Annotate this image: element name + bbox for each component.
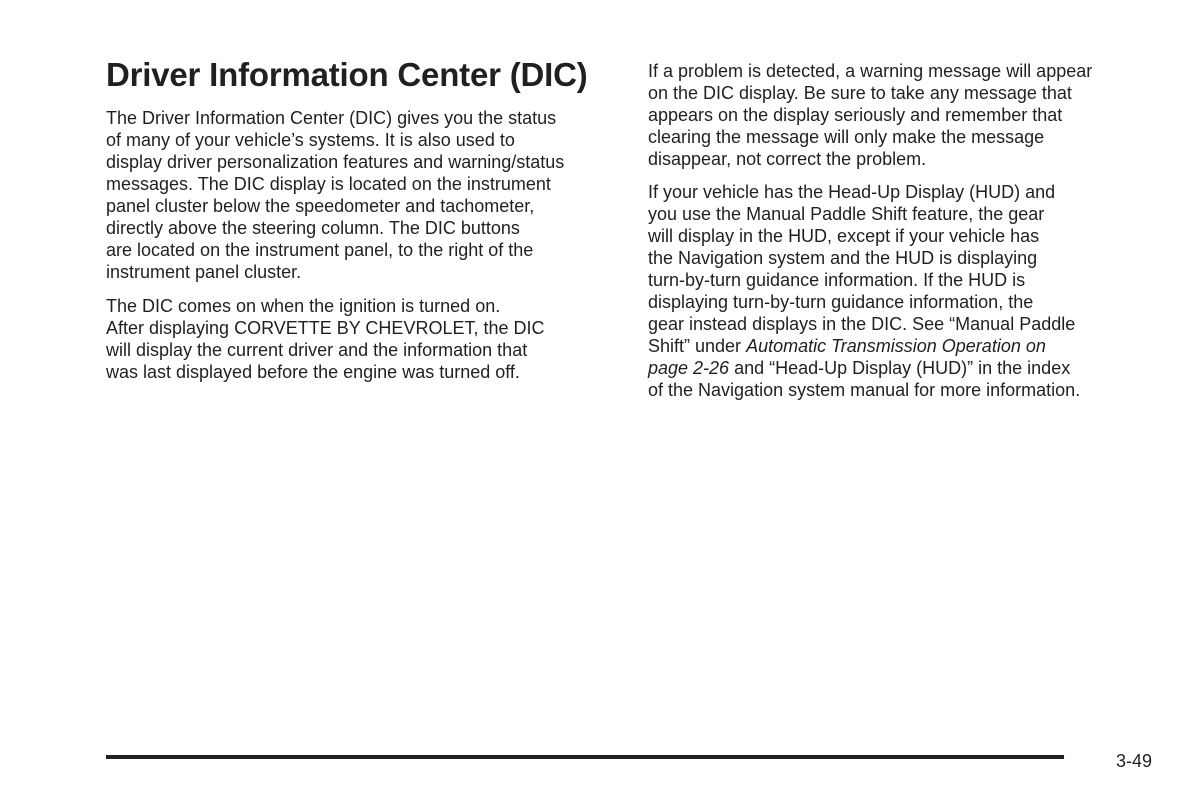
left-paragraph-1 bbox=[106, 107, 564, 283]
page-number: 3-49 bbox=[1116, 751, 1153, 771]
text-line: gear instead displays in the DIC. See “Manual Paddle bbox=[648, 314, 1076, 334]
text-line: If your vehicle has the Head-Up Display (HUD) and bbox=[648, 182, 1056, 202]
text-line: The DIC comes on when the ignition is turned on. bbox=[106, 296, 501, 316]
left-paragraph-2 bbox=[106, 295, 545, 383]
text-segment: and “Head-Up Display (HUD)” in the index bbox=[729, 358, 1071, 378]
right-paragraph-1 bbox=[648, 60, 1092, 170]
text-line: After displaying CORVETTE BY CHEVROLET, the DIC bbox=[106, 318, 545, 338]
text-line: was last displayed before the engine was turned off. bbox=[106, 362, 520, 382]
text-line bbox=[648, 357, 1080, 379]
text-line: display driver personalization features and warning/status bbox=[106, 152, 565, 172]
text-line: disappear, not correct the problem. bbox=[648, 149, 927, 169]
footer-rule bbox=[106, 755, 1064, 759]
text-line: clearing the message will only make the message bbox=[648, 127, 1045, 147]
page-title: Driver Information Center (DIC) bbox=[106, 56, 588, 93]
text-line: will display in the HUD, except if your vehicle has bbox=[648, 226, 1040, 246]
text-line: you use the Manual Paddle Shift feature, the gear bbox=[648, 204, 1045, 224]
text-line: The Driver Information Center (DIC) gives you the status bbox=[106, 108, 557, 128]
text-line: on the DIC display. Be sure to take any message that bbox=[648, 83, 1072, 103]
text-line: turn-by-turn guidance information. If the HUD is bbox=[648, 270, 1026, 290]
cross-reference-italic: Automatic Transmission Operation on bbox=[746, 336, 1046, 356]
right-paragraph-2 bbox=[648, 181, 1080, 401]
text-line: panel cluster below the speedometer and tachometer, bbox=[106, 196, 535, 216]
text-line: instrument panel cluster. bbox=[106, 262, 302, 282]
text-line: appears on the display seriously and remember that bbox=[648, 105, 1063, 125]
text-line: the Navigation system and the HUD is displaying bbox=[648, 248, 1038, 268]
text-line: are located on the instrument panel, to the right of the bbox=[106, 240, 534, 260]
text-line: displaying turn-by-turn guidance information, the bbox=[648, 292, 1034, 312]
text-line: directly above the steering column. The DIC buttons bbox=[106, 218, 520, 238]
text-line: If a problem is detected, a warning message will appear bbox=[648, 61, 1093, 81]
text-segment: Shift” under bbox=[648, 336, 747, 356]
cross-reference-italic: page 2-26 bbox=[648, 358, 730, 378]
text-line: of the Navigation system manual for more information. bbox=[648, 380, 1081, 400]
text-line bbox=[648, 335, 1080, 357]
text-line: messages. The DIC display is located on the instrument bbox=[106, 174, 551, 194]
text-line: of many of your vehicle’s systems. It is also used to bbox=[106, 130, 515, 150]
text-line: will display the current driver and the information that bbox=[106, 340, 528, 360]
